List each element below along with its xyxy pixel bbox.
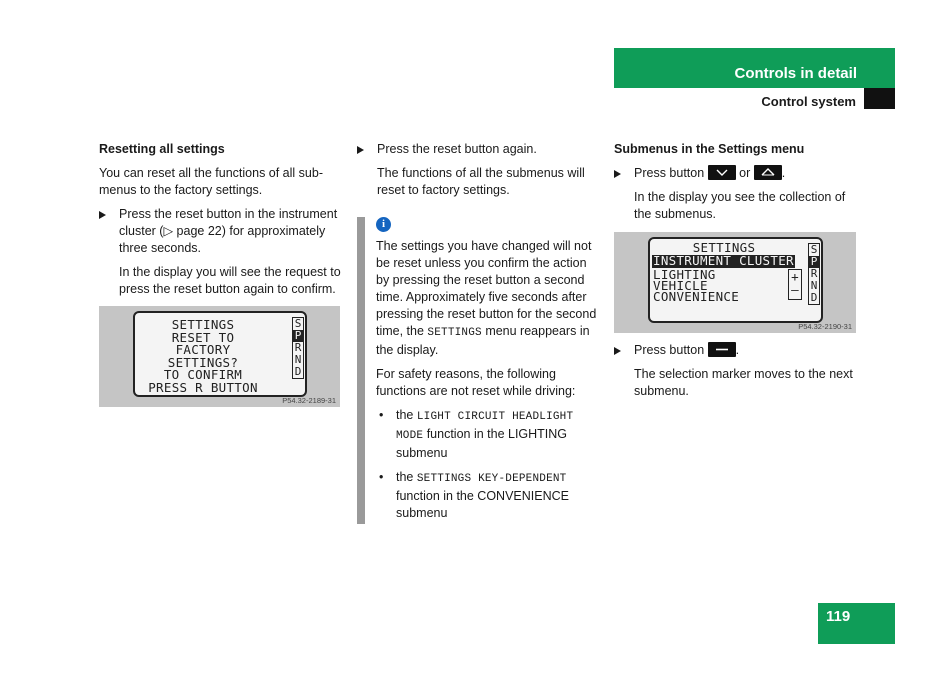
gear-letter-selected: P — [810, 255, 818, 268]
step-press-reset-again — [357, 141, 600, 158]
step-press-arrow-buttons — [614, 165, 856, 182]
lcd-line: SETTINGS — [171, 317, 235, 332]
info-paragraph — [376, 238, 600, 359]
bullet-mono: SETTINGS KEY-DEPENDENT — [416, 473, 567, 485]
bullet-suffix: function in the LIGHTING submenu — [396, 427, 568, 460]
plus-icon: + — [791, 269, 799, 284]
submenus-heading: Submenus in the Settings menu — [614, 142, 805, 156]
step-text: Press button — [634, 343, 705, 357]
gear-indicator — [292, 317, 304, 379]
bullet-dot: • — [379, 408, 384, 422]
gear-letter: D — [294, 365, 302, 378]
lcd-items — [653, 269, 739, 302]
step-press-minus-button — [614, 342, 856, 359]
lcd-screen — [133, 311, 307, 397]
page-number: 119 — [818, 603, 895, 644]
column-3 — [614, 141, 856, 407]
step-arrow-icon — [614, 347, 621, 355]
result-paragraph: The functions of all the submenus will reset to factory settings. — [377, 166, 585, 197]
plus-minus-indicator — [788, 269, 802, 300]
gear-indicator — [808, 243, 820, 305]
lcd-line: TO CONFIRM — [163, 367, 243, 382]
info-text: menu reappears in the display. — [376, 324, 590, 357]
lcd-screen — [648, 237, 823, 323]
minus-icon: – — [791, 282, 799, 297]
bullet-mono: LIGHT CIRCUIT HEADLIGHT MODE — [396, 411, 574, 442]
info-text: The settings you have changed will not be reset unless you confirm the action by pressing the reset button a second time. Approximately five seconds after pressing the reset button for the second time, the — [376, 239, 597, 338]
step-text: Press the reset button in the instrument cluster (▷ page 22) for approximately three seconds. — [119, 207, 338, 255]
lcd-item: VEHICLE — [653, 278, 708, 293]
info-icon: i — [376, 217, 391, 232]
result-paragraph: In the display you will see the request to press the reset button again to confirm. — [119, 265, 341, 296]
up-button-icon — [754, 165, 782, 180]
subsection-marker — [864, 88, 895, 109]
gear-letter: N — [294, 353, 302, 366]
bullet-item — [376, 407, 600, 462]
gear-letter: S — [294, 317, 302, 330]
bullet-dot: • — [379, 470, 384, 484]
gear-letter: D — [810, 291, 818, 304]
photo-code: P54.32-2190-31 — [798, 322, 852, 331]
lcd-selection-marker: INSTRUMENT CLUSTER — [653, 253, 794, 268]
minus-button-icon — [708, 342, 736, 357]
bullet-item — [376, 469, 600, 524]
resetting-heading: Resetting all settings — [99, 142, 225, 156]
gear-letter: N — [810, 279, 818, 292]
down-button-icon — [708, 165, 736, 180]
display-photo-reset — [99, 306, 340, 407]
result-paragraph: The selection marker moves to the next submenu. — [634, 367, 853, 398]
step-arrow-icon — [614, 170, 621, 178]
lcd-text — [135, 319, 271, 394]
or-text: or — [739, 166, 751, 180]
intro-paragraph: You can reset all the functions of all sub-menus to the factory settings. — [99, 166, 323, 197]
safety-paragraph: For safety reasons, the following functions are not reset while driving: — [376, 367, 576, 398]
gear-letter-selected: P — [294, 329, 302, 342]
bullet-suffix: function in the CONVENIENCE submenu — [396, 489, 569, 520]
photo-code: P54.32-2189-31 — [282, 396, 336, 405]
column-2 — [357, 141, 600, 524]
step-end: . — [735, 343, 740, 357]
bullet-prefix: the — [396, 408, 417, 422]
bullet-prefix: the — [396, 470, 417, 484]
info-bar — [357, 217, 365, 524]
gear-letter: R — [294, 341, 302, 354]
info-note — [357, 217, 600, 524]
info-mono-text: SETTINGS — [427, 327, 482, 339]
gear-letter: S — [810, 243, 818, 256]
lcd-title: SETTINGS — [692, 240, 756, 255]
lcd-item: CONVENIENCE — [653, 289, 740, 304]
step-text: Press button — [634, 166, 705, 180]
result-paragraph: In the display you see the collection of the submenus. — [634, 190, 846, 221]
step-arrow-icon — [99, 211, 106, 219]
lcd-line: FACTORY — [175, 342, 231, 357]
column-1 — [99, 141, 341, 407]
section-header-band — [614, 48, 895, 88]
step-arrow-icon — [357, 146, 364, 154]
subsection-title: Control system — [761, 94, 856, 109]
lcd-line: RESET TO — [171, 329, 235, 345]
step-text: Press the reset button again. — [377, 142, 537, 156]
display-photo-submenus — [614, 232, 856, 333]
section-title: Controls in detail — [734, 65, 857, 82]
gear-letter: R — [810, 267, 818, 280]
step-press-reset — [99, 206, 341, 257]
lcd-line: PRESS R BUTTON — [148, 379, 258, 395]
lcd-item: LIGHTING — [653, 267, 716, 282]
lcd-line: SETTINGS? — [167, 354, 239, 370]
step-end: . — [781, 166, 786, 180]
